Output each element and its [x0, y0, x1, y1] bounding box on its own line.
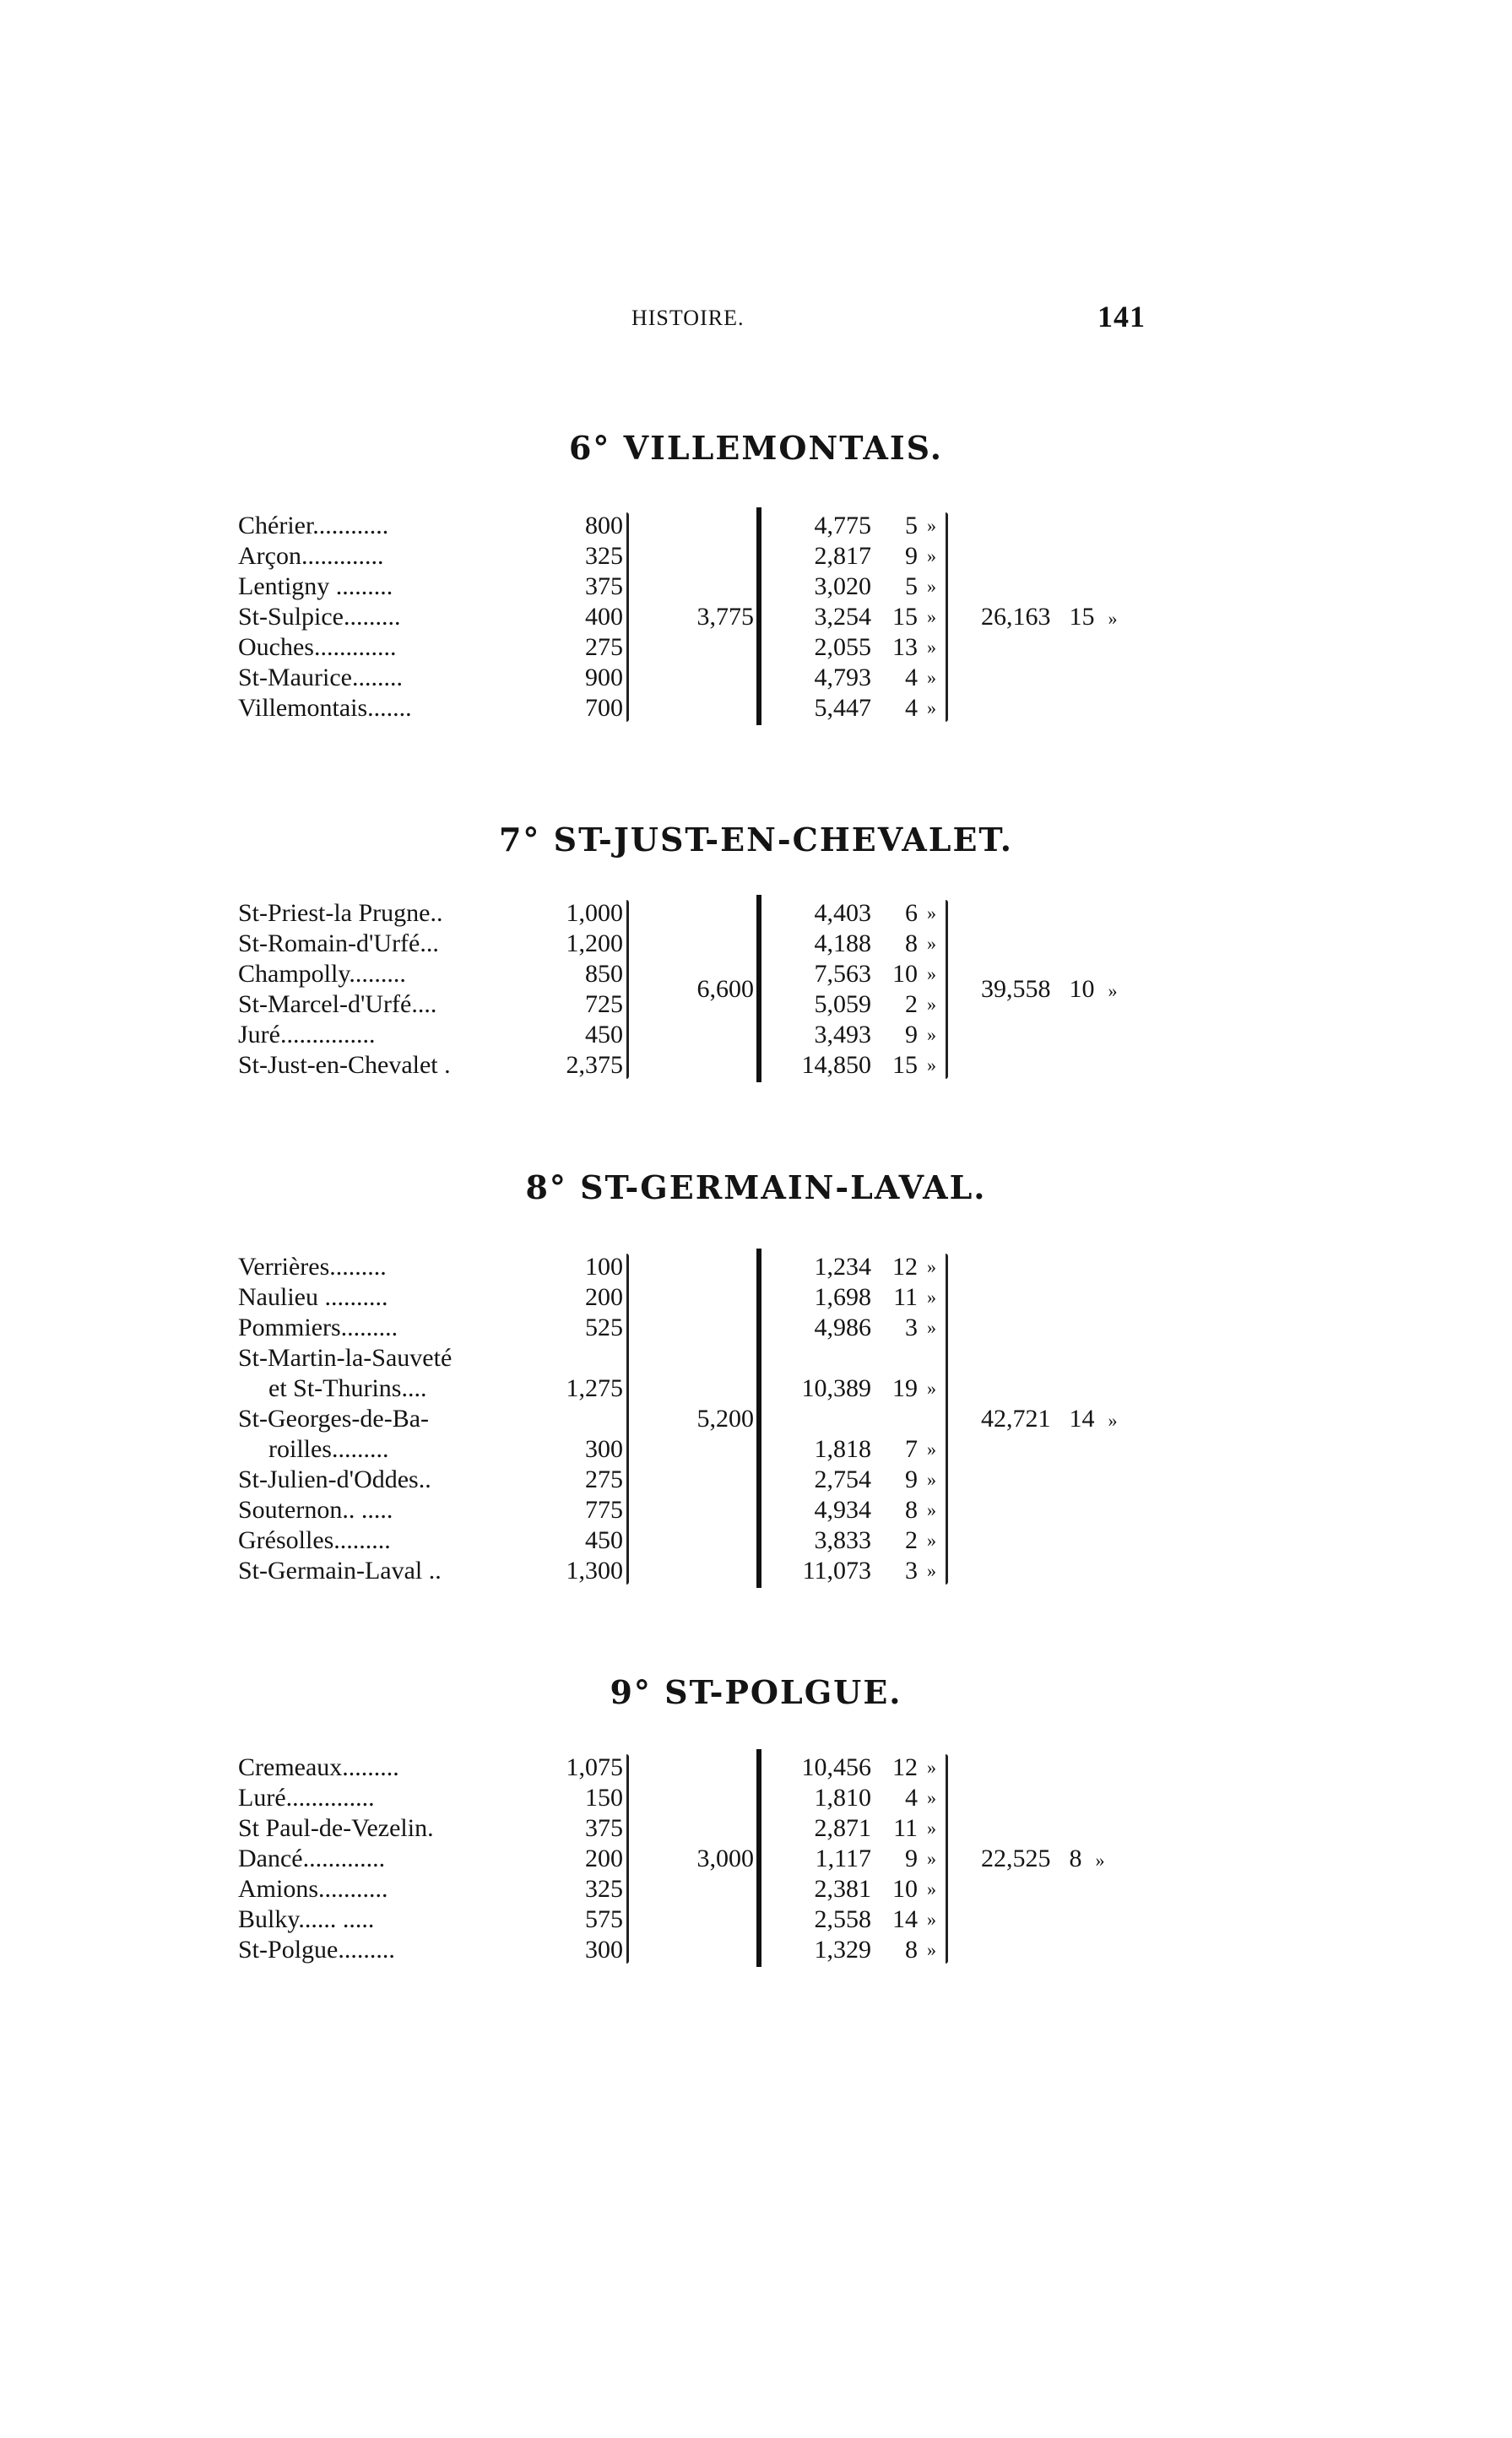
total-francs: 42,721 — [981, 1405, 1051, 1433]
amount-francs: 4,986 — [814, 1314, 871, 1341]
amount-sous: 2 — [905, 1526, 918, 1554]
ditto-mark: » — [927, 697, 936, 718]
amount-francs: 5,447 — [814, 694, 871, 722]
contribution-value: 275 — [585, 1466, 623, 1493]
thick-bracket-bar — [756, 507, 761, 725]
amount-sous: 15 — [892, 1051, 918, 1079]
thick-bracket-bar — [756, 895, 761, 1082]
amount-sous: 13 — [892, 633, 918, 661]
amount-sous: 4 — [905, 694, 918, 722]
contribution-value: 325 — [585, 1875, 623, 1903]
amount-francs: 5,059 — [814, 990, 871, 1018]
brace-left — [626, 1254, 629, 1585]
brace-right — [946, 900, 948, 1079]
amount-francs: 4,403 — [814, 899, 871, 927]
section-title: 9° ST-POLGUE. — [610, 1673, 902, 1711]
amount-sous: 9 — [905, 1845, 918, 1872]
commune-name: Amions........... — [238, 1875, 388, 1903]
contribution-value: 275 — [585, 633, 623, 661]
contribution-value: 700 — [585, 694, 623, 722]
amount-francs: 2,558 — [814, 1905, 871, 1933]
ditto-mark: » — [927, 576, 936, 597]
amount-sous: 11 — [893, 1814, 918, 1842]
amount-francs: 2,871 — [814, 1814, 871, 1842]
commune-name: Champolly......... — [238, 960, 406, 988]
district-total — [981, 1404, 1118, 1436]
contribution-value: 525 — [585, 1314, 623, 1341]
ditto-mark: » — [927, 1256, 936, 1277]
brace-left — [626, 1754, 629, 1964]
amount-francs: 2,754 — [814, 1466, 871, 1493]
amount-sous: 10 — [892, 1875, 918, 1903]
amount-francs: 4,775 — [814, 512, 871, 539]
amount-sous: 9 — [905, 1466, 918, 1493]
ditto-mark: » — [927, 1317, 936, 1338]
commune-name: St-Germain-Laval .. — [238, 1557, 442, 1585]
ditto-mark: » — [927, 1848, 936, 1869]
total-francs: 22,525 — [981, 1845, 1051, 1872]
commune-name: St-Romain-d'Urfé... — [238, 929, 439, 957]
contribution-value: 850 — [585, 960, 623, 988]
commune-name: Juré............... — [238, 1021, 376, 1048]
amount-francs: 14,850 — [801, 1051, 871, 1079]
amount-francs: 10,456 — [801, 1753, 871, 1781]
amount-francs: 3,254 — [814, 603, 871, 631]
brace-left — [626, 512, 629, 722]
total-sous: 15 — [1069, 603, 1095, 631]
subtotal: 6,600 — [696, 975, 754, 1003]
thick-bracket-bar — [756, 1249, 761, 1588]
ditto-mark: » — [927, 1530, 936, 1551]
amount-sous: 4 — [905, 664, 918, 691]
total-ditto-mark: » — [1108, 980, 1118, 1001]
brace-right — [946, 512, 948, 722]
contribution-value: 1,075 — [566, 1753, 623, 1781]
thick-bracket-bar — [756, 1749, 761, 1967]
amount-francs: 4,934 — [814, 1496, 871, 1524]
commune-name: Dancé............. — [238, 1845, 386, 1872]
amount-sous: 9 — [905, 542, 918, 570]
district-total — [981, 1844, 1105, 1876]
contribution-value: 200 — [585, 1283, 623, 1311]
commune-name: Bulky...... ..... — [238, 1905, 375, 1933]
amount-francs: 1,698 — [814, 1283, 871, 1311]
subtotal: 3,000 — [696, 1845, 754, 1872]
commune-name: Cremeaux......... — [238, 1753, 399, 1781]
total-ditto-mark: » — [1108, 1410, 1118, 1431]
ditto-mark: » — [927, 933, 936, 954]
total-sous: 10 — [1069, 975, 1095, 1003]
contribution-value: 375 — [585, 1814, 623, 1842]
commune-name: St-Just-en-Chevalet . — [238, 1051, 451, 1079]
commune-name: St-Martin-la-Sauveté — [238, 1344, 453, 1372]
ditto-mark: » — [927, 1939, 936, 1960]
ditto-mark: » — [927, 1469, 936, 1490]
amount-sous: 12 — [892, 1253, 918, 1281]
amount-francs: 3,493 — [814, 1021, 871, 1048]
amount-sous: 7 — [905, 1435, 918, 1463]
section-title: 6° VILLEMONTAIS. — [568, 429, 943, 467]
contribution-value: 1,275 — [566, 1374, 623, 1402]
commune-name: St-Marcel-d'Urfé.... — [238, 990, 437, 1018]
total-francs: 26,163 — [981, 603, 1051, 631]
amount-sous: 5 — [905, 512, 918, 539]
amount-sous: 6 — [905, 899, 918, 927]
amount-francs: 1,234 — [814, 1253, 871, 1281]
section-title: 7° ST-JUST-EN-CHEVALET. — [498, 821, 1014, 859]
contribution-value: 2,375 — [566, 1051, 623, 1079]
ditto-mark: » — [927, 1054, 936, 1075]
ditto-mark: » — [927, 1878, 936, 1899]
contribution-value: 450 — [585, 1021, 623, 1048]
commune-name: Luré.............. — [238, 1784, 375, 1812]
commune-name: St-Julien-d'Oddes.. — [238, 1466, 431, 1493]
commune-name: Souternon.. ..... — [238, 1496, 393, 1524]
ditto-mark: » — [927, 667, 936, 688]
commune-name: Ouches............. — [238, 633, 397, 661]
amount-sous: 19 — [892, 1374, 918, 1402]
contribution-value: 575 — [585, 1905, 623, 1933]
amount-francs: 1,329 — [814, 1936, 871, 1964]
amount-sous: 8 — [905, 929, 918, 957]
commune-name: Arçon............. — [238, 542, 384, 570]
commune-name-continued: et St-Thurins.... — [268, 1374, 427, 1402]
brace-left — [626, 900, 629, 1079]
amount-sous: 8 — [905, 1936, 918, 1964]
total-ditto-mark: » — [1108, 608, 1118, 629]
ditto-mark: » — [927, 1787, 936, 1808]
total-sous: 8 — [1069, 1845, 1082, 1872]
running-title: HISTOIRE. — [631, 306, 745, 330]
page-number: 141 — [1097, 300, 1146, 333]
total-francs: 39,558 — [981, 975, 1051, 1003]
contribution-value: 900 — [585, 664, 623, 691]
amount-francs: 3,020 — [814, 572, 871, 600]
ditto-mark: » — [927, 1438, 936, 1460]
commune-name: Grésolles......... — [238, 1526, 391, 1554]
total-sous: 14 — [1069, 1405, 1095, 1433]
commune-name: St-Maurice........ — [238, 664, 403, 691]
amount-sous: 3 — [905, 1314, 918, 1341]
amount-francs: 1,117 — [815, 1845, 871, 1872]
contribution-value: 300 — [585, 1936, 623, 1964]
contribution-value: 325 — [585, 542, 623, 570]
district-total — [981, 974, 1118, 1006]
amount-sous: 2 — [905, 990, 918, 1018]
commune-name: St-Sulpice......... — [238, 603, 401, 631]
amount-francs: 11,073 — [802, 1557, 871, 1585]
ditto-mark: » — [927, 1757, 936, 1778]
contribution-value: 1,300 — [566, 1557, 623, 1585]
contribution-value: 800 — [585, 512, 623, 539]
commune-name: Naulieu .......... — [238, 1283, 388, 1311]
ditto-mark: » — [927, 1818, 936, 1839]
brace-right — [946, 1754, 948, 1964]
ditto-mark: » — [927, 963, 936, 984]
amount-sous: 12 — [892, 1753, 918, 1781]
ditto-mark: » — [927, 1909, 936, 1930]
contribution-value: 725 — [585, 990, 623, 1018]
contribution-value: 450 — [585, 1526, 623, 1554]
amount-francs: 7,563 — [814, 960, 871, 988]
amount-francs: 1,810 — [814, 1784, 871, 1812]
ditto-mark: » — [927, 1378, 936, 1399]
ditto-mark: » — [927, 1024, 936, 1045]
contribution-value: 1,000 — [566, 899, 623, 927]
contribution-value: 1,200 — [566, 929, 623, 957]
commune-name: St Paul-de-Vezelin. — [238, 1814, 434, 1842]
amount-sous: 9 — [905, 1021, 918, 1048]
commune-name: Pommiers......... — [238, 1314, 398, 1341]
amount-francs: 1,818 — [814, 1435, 871, 1463]
amount-sous: 5 — [905, 572, 918, 600]
contribution-value: 375 — [585, 572, 623, 600]
amount-francs: 2,055 — [814, 633, 871, 661]
subtotal: 5,200 — [696, 1405, 754, 1433]
section-title: 8° ST-GERMAIN-LAVAL. — [525, 1168, 987, 1206]
amount-sous: 4 — [905, 1784, 918, 1812]
ditto-mark: » — [927, 545, 936, 566]
contribution-value: 100 — [585, 1253, 623, 1281]
contribution-value: 150 — [585, 1784, 623, 1812]
amount-sous: 8 — [905, 1496, 918, 1524]
amount-sous: 3 — [905, 1557, 918, 1585]
commune-name: St-Polgue......... — [238, 1936, 395, 1964]
contribution-value: 775 — [585, 1496, 623, 1524]
amount-francs: 4,188 — [814, 929, 871, 957]
commune-name: Chérier............ — [238, 512, 389, 539]
ditto-mark: » — [927, 637, 936, 658]
ditto-mark: » — [927, 515, 936, 536]
amount-francs: 3,833 — [814, 1526, 871, 1554]
contribution-value: 200 — [585, 1845, 623, 1872]
commune-name: Lentigny ......... — [238, 572, 393, 600]
contribution-value: 400 — [585, 603, 623, 631]
commune-name: Villemontais....... — [238, 694, 412, 722]
commune-name: Verrières......... — [238, 1253, 387, 1281]
ditto-mark: » — [927, 1287, 936, 1308]
total-ditto-mark: » — [1095, 1850, 1105, 1871]
brace-right — [946, 1254, 948, 1585]
amount-sous: 15 — [892, 603, 918, 631]
amount-sous: 11 — [893, 1283, 918, 1311]
amount-sous: 14 — [892, 1905, 918, 1933]
ditto-mark: » — [927, 606, 936, 627]
ditto-mark: » — [927, 1499, 936, 1520]
amount-francs: 4,793 — [814, 664, 871, 691]
commune-name-continued: roilles......... — [268, 1435, 389, 1463]
commune-name: St-Georges-de-Ba- — [238, 1405, 430, 1433]
ditto-mark: » — [927, 994, 936, 1015]
amount-sous: 10 — [892, 960, 918, 988]
amount-francs: 2,381 — [814, 1875, 871, 1903]
amount-francs: 2,817 — [814, 542, 871, 570]
contribution-value: 300 — [585, 1435, 623, 1463]
commune-name: St-Priest-la Prugne.. — [238, 899, 443, 927]
ditto-mark: » — [927, 902, 936, 924]
subtotal: 3,775 — [696, 603, 754, 631]
amount-francs: 10,389 — [801, 1374, 871, 1402]
ditto-mark: » — [927, 1560, 936, 1581]
district-total — [981, 602, 1118, 634]
